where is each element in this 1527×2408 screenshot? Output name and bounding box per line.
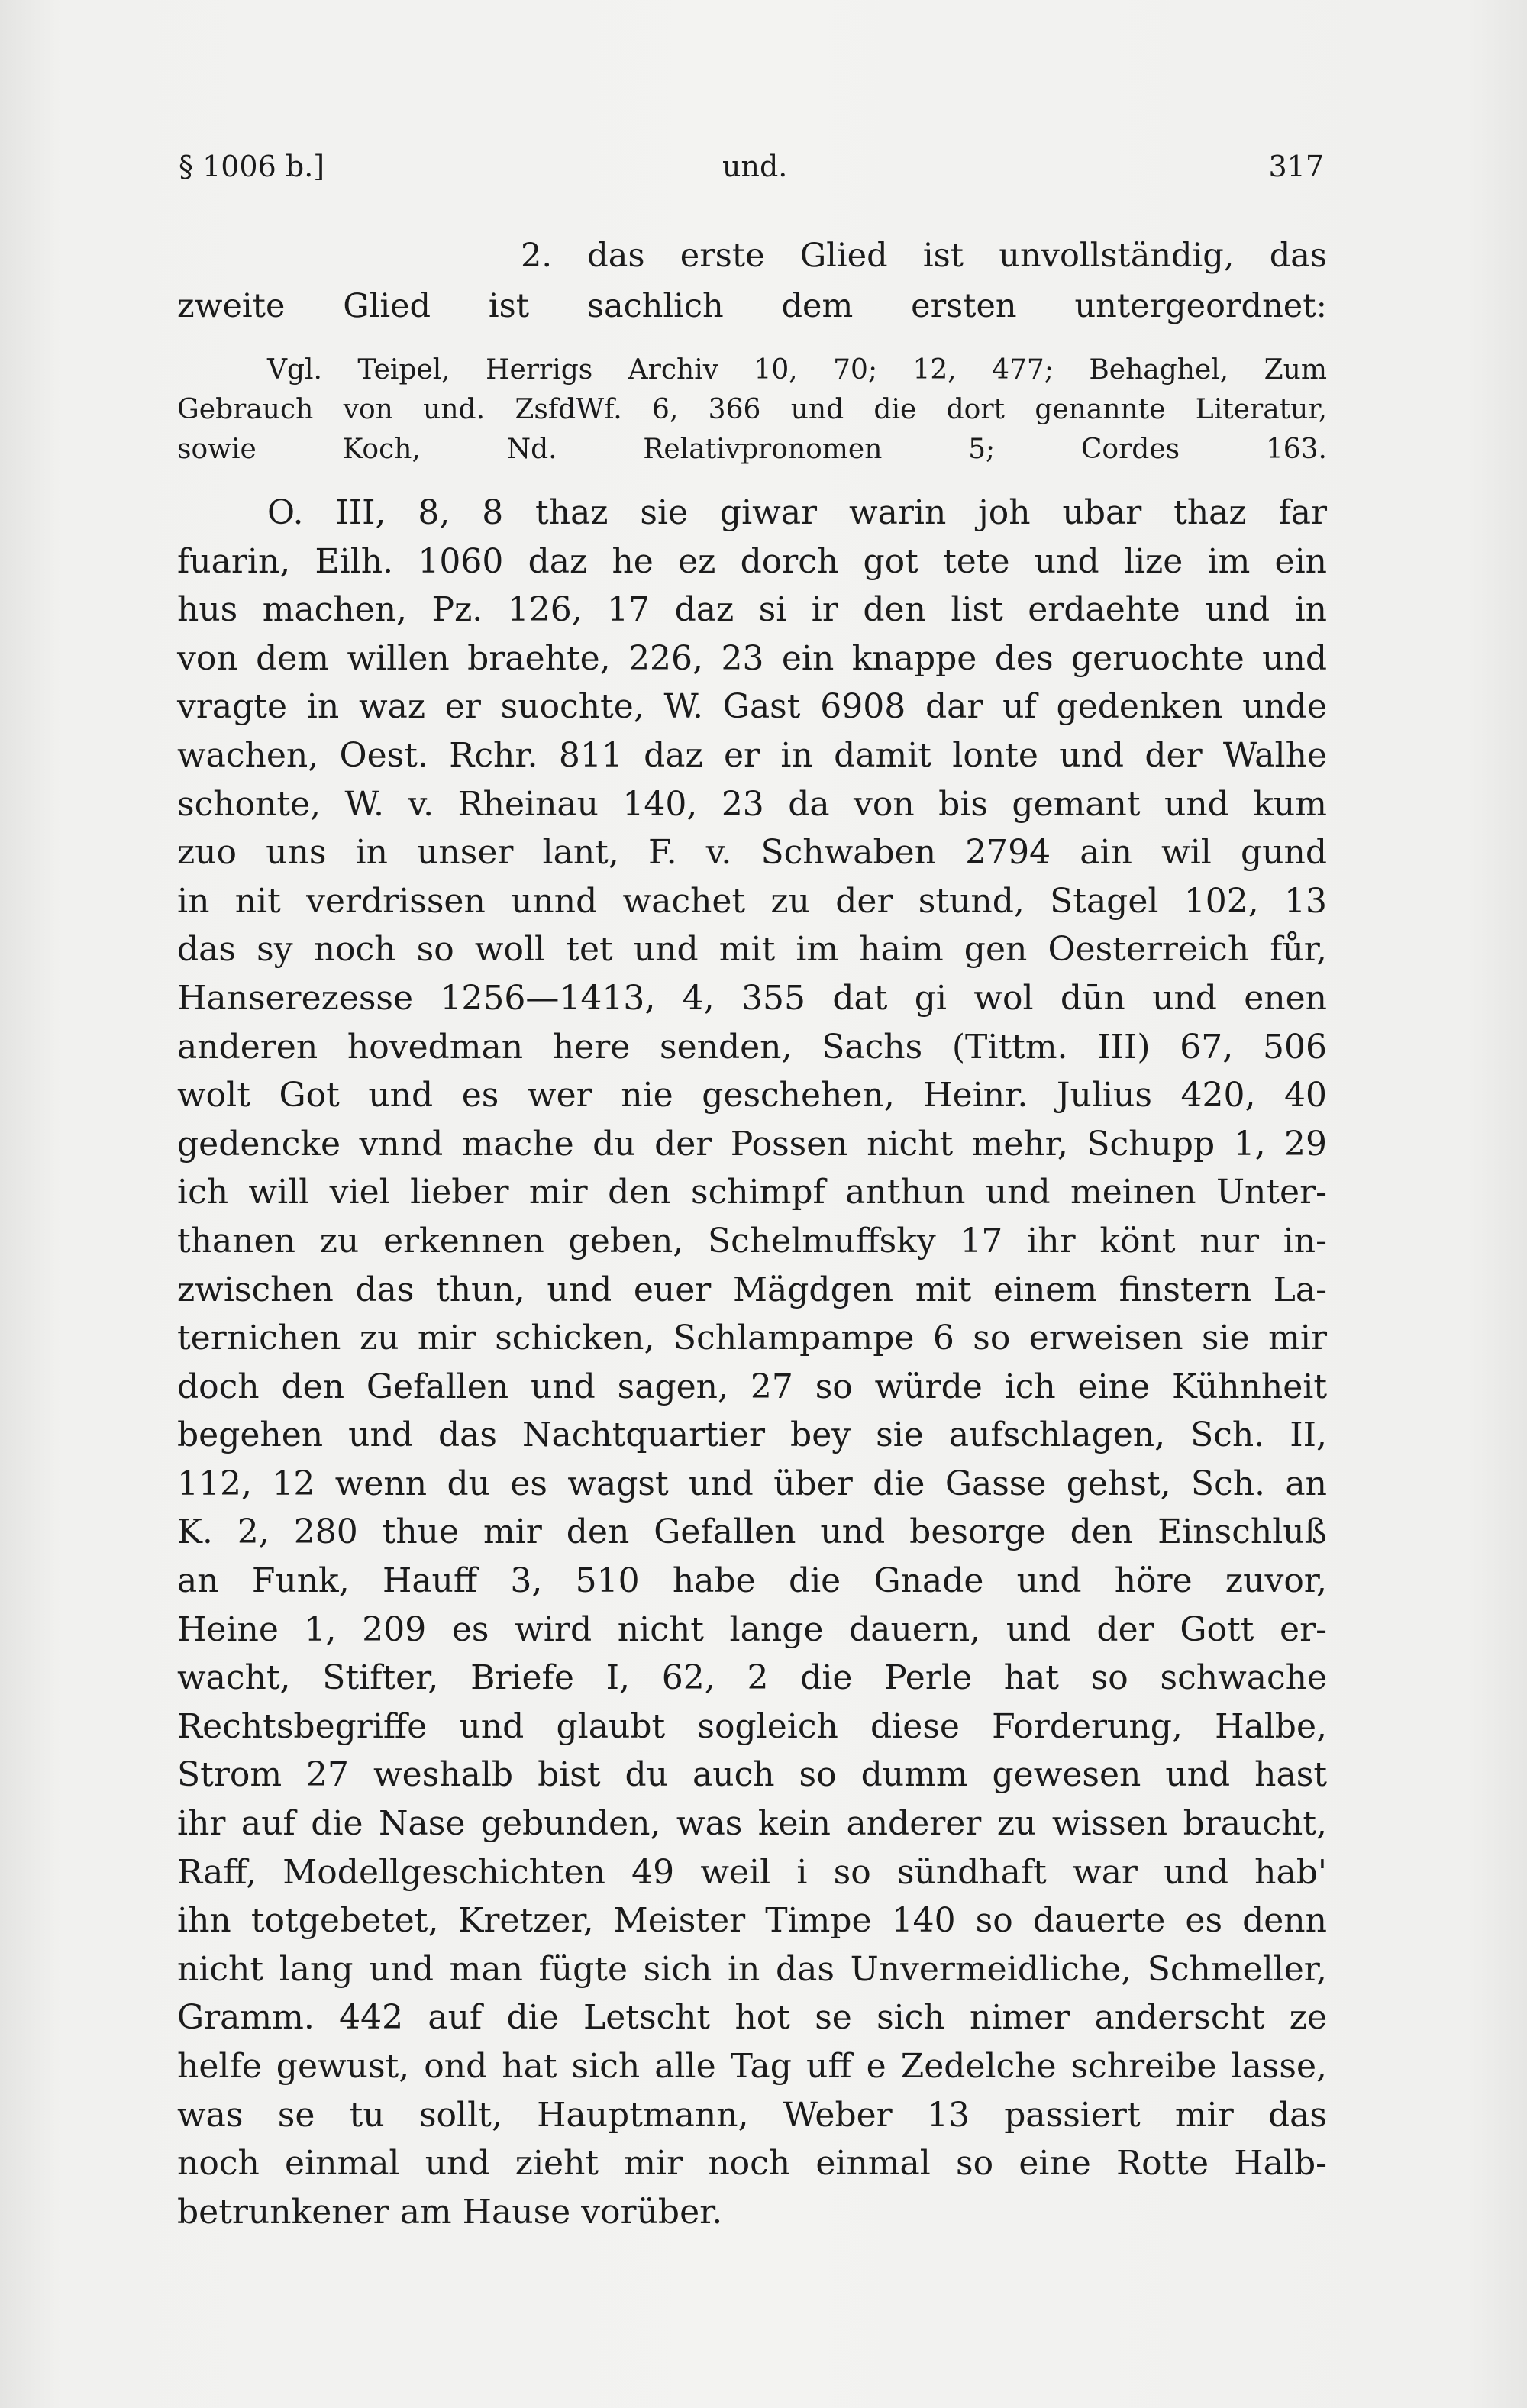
- example-line: von dem willen braehte, 226, 23 ein knappe des geruochte und: [177, 638, 1327, 678]
- example-line: zuo uns in unser lant, F. v. Schwaben 2794 ain wil gund: [177, 833, 1327, 873]
- example-line: 112, 12 wenn du es wagst und über die Gasse gehst, Sch. an: [177, 1464, 1327, 1503]
- example-line: K. 2, 280 thue mir den Gefallen und besorge den Einschluß: [177, 1512, 1327, 1552]
- example-line: helfe gewust, ond hat sich alle Tag uff e Zedelche schreibe lasse,: [177, 2047, 1327, 2086]
- example-line: ternichen zu mir schicken, Schlampampe 6 so erweisen sie mir: [177, 1319, 1327, 1358]
- example-line: Rechtsbegriffe und glaubt sogleich diese Forderung, Halbe,: [177, 1706, 1327, 1746]
- example-line: zwischen das thun, und euer Mägdgen mit einem finstern La-: [177, 1270, 1327, 1309]
- example-line: fuarin, Eilh. 1060 daz he ez dorch got tete und lize im ein: [177, 541, 1327, 581]
- example-line: gedencke vnnd mache du der Possen nicht mehr, Schupp 1, 29: [177, 1124, 1327, 1164]
- running-head: und.: [722, 150, 788, 183]
- example-line: nicht lang und man fügte sich in das Unvermeidliche, Schmeller,: [177, 1949, 1327, 1989]
- example-line: betrunkener am Hause vorüber.: [177, 2192, 723, 2232]
- section-reference: § 1006 b.]: [179, 150, 325, 183]
- example-line: O. III, 8, 8 thaz sie giwar warin joh ubar thaz far: [267, 493, 1327, 532]
- example-line: Gramm. 442 auf die Letscht hot se sich nimer anderscht ze: [177, 1998, 1327, 2038]
- example-line: Raff, Modellgeschichten 49 weil i so sündhaft war und hab': [177, 1852, 1327, 1892]
- example-line: begehen und das Nachtquartier bey sie aufschlagen, Sch. II,: [177, 1415, 1327, 1455]
- page-header: [179, 150, 1324, 195]
- example-line: Heine 1, 209 es wird nicht lange dauern, und der Gott er-: [177, 1609, 1327, 1649]
- heading-line: zweite Glied ist sachlich dem ersten untergeordnet:: [177, 287, 1327, 325]
- heading-line: 2. das erste Glied ist unvollständig, das: [521, 237, 1327, 275]
- example-line: an Funk, Hauff 3, 510 habe die Gnade und höre zuvor,: [177, 1561, 1327, 1601]
- example-line: hus machen, Pz. 126, 17 daz si ir den list erdaehte und in: [177, 590, 1327, 630]
- example-line: das sy noch so woll tet und mit im haim gen Oesterreich fůr,: [177, 930, 1327, 970]
- page-body: [177, 237, 1327, 2241]
- example-line: ihr auf die Nase gebunden, was kein anderer zu wissen braucht,: [177, 1804, 1327, 1844]
- example-line: thanen zu erkennen geben, Schelmuffsky 17 ihr könt nur in-: [177, 1221, 1327, 1260]
- example-line: wolt Got und es wer nie geschehen, Heinr. Julius 420, 40: [177, 1076, 1327, 1115]
- example-line: was se tu sollt, Hauptmann, Weber 13 passiert mir das: [177, 2095, 1327, 2135]
- example-line: wachen, Oest. Rchr. 811 daz er in damit lonte und der Walhe: [177, 735, 1327, 775]
- example-line: doch den Gefallen und sagen, 27 so würde ich eine Kühnheit: [177, 1367, 1327, 1406]
- page-number: 317: [1268, 150, 1324, 183]
- examples-paragraph: [177, 493, 1327, 2241]
- example-line: anderen hovedman here senden, Sachs (Tittm. III) 67, 506: [177, 1027, 1327, 1067]
- note-line: sowie Koch, Nd. Relativpronomen 5; Cordes 163.: [177, 434, 1327, 465]
- example-line: wacht, Stifter, Briefe I, 62, 2 die Perle hat so schwache: [177, 1658, 1327, 1698]
- example-line: ich will viel lieber mir den schimpf anthun und meinen Unter-: [177, 1173, 1327, 1212]
- example-line: in nit verdrissen unnd wachet zu der stund, Stagel 102, 13: [177, 881, 1327, 921]
- example-line: ihn totgebetet, Kretzer, Meister Timpe 140 so dauerte es denn: [177, 1901, 1327, 1941]
- example-line: Strom 27 weshalb bist du auch so dumm gewesen und hast: [177, 1755, 1327, 1795]
- example-line: schonte, W. v. Rheinau 140, 23 da von bis gemant und kum: [177, 784, 1327, 824]
- example-line: Hanserezesse 1256—1413, 4, 355 dat gi wol dūn und enen: [177, 978, 1327, 1018]
- note-line: Gebrauch von und. ZsfdWf. 6, 366 und die dort genannte Literatur,: [177, 394, 1327, 425]
- example-line: noch einmal und zieht mir noch einmal so eine Rotte Halb-: [177, 2144, 1327, 2184]
- note-line: Vgl. Teipel, Herrigs Archiv 10, 70; 12, 477; Behaghel, Zum: [267, 354, 1327, 386]
- example-line: vragte in waz er suochte, W. Gast 6908 dar uf gedenken unde: [177, 687, 1327, 727]
